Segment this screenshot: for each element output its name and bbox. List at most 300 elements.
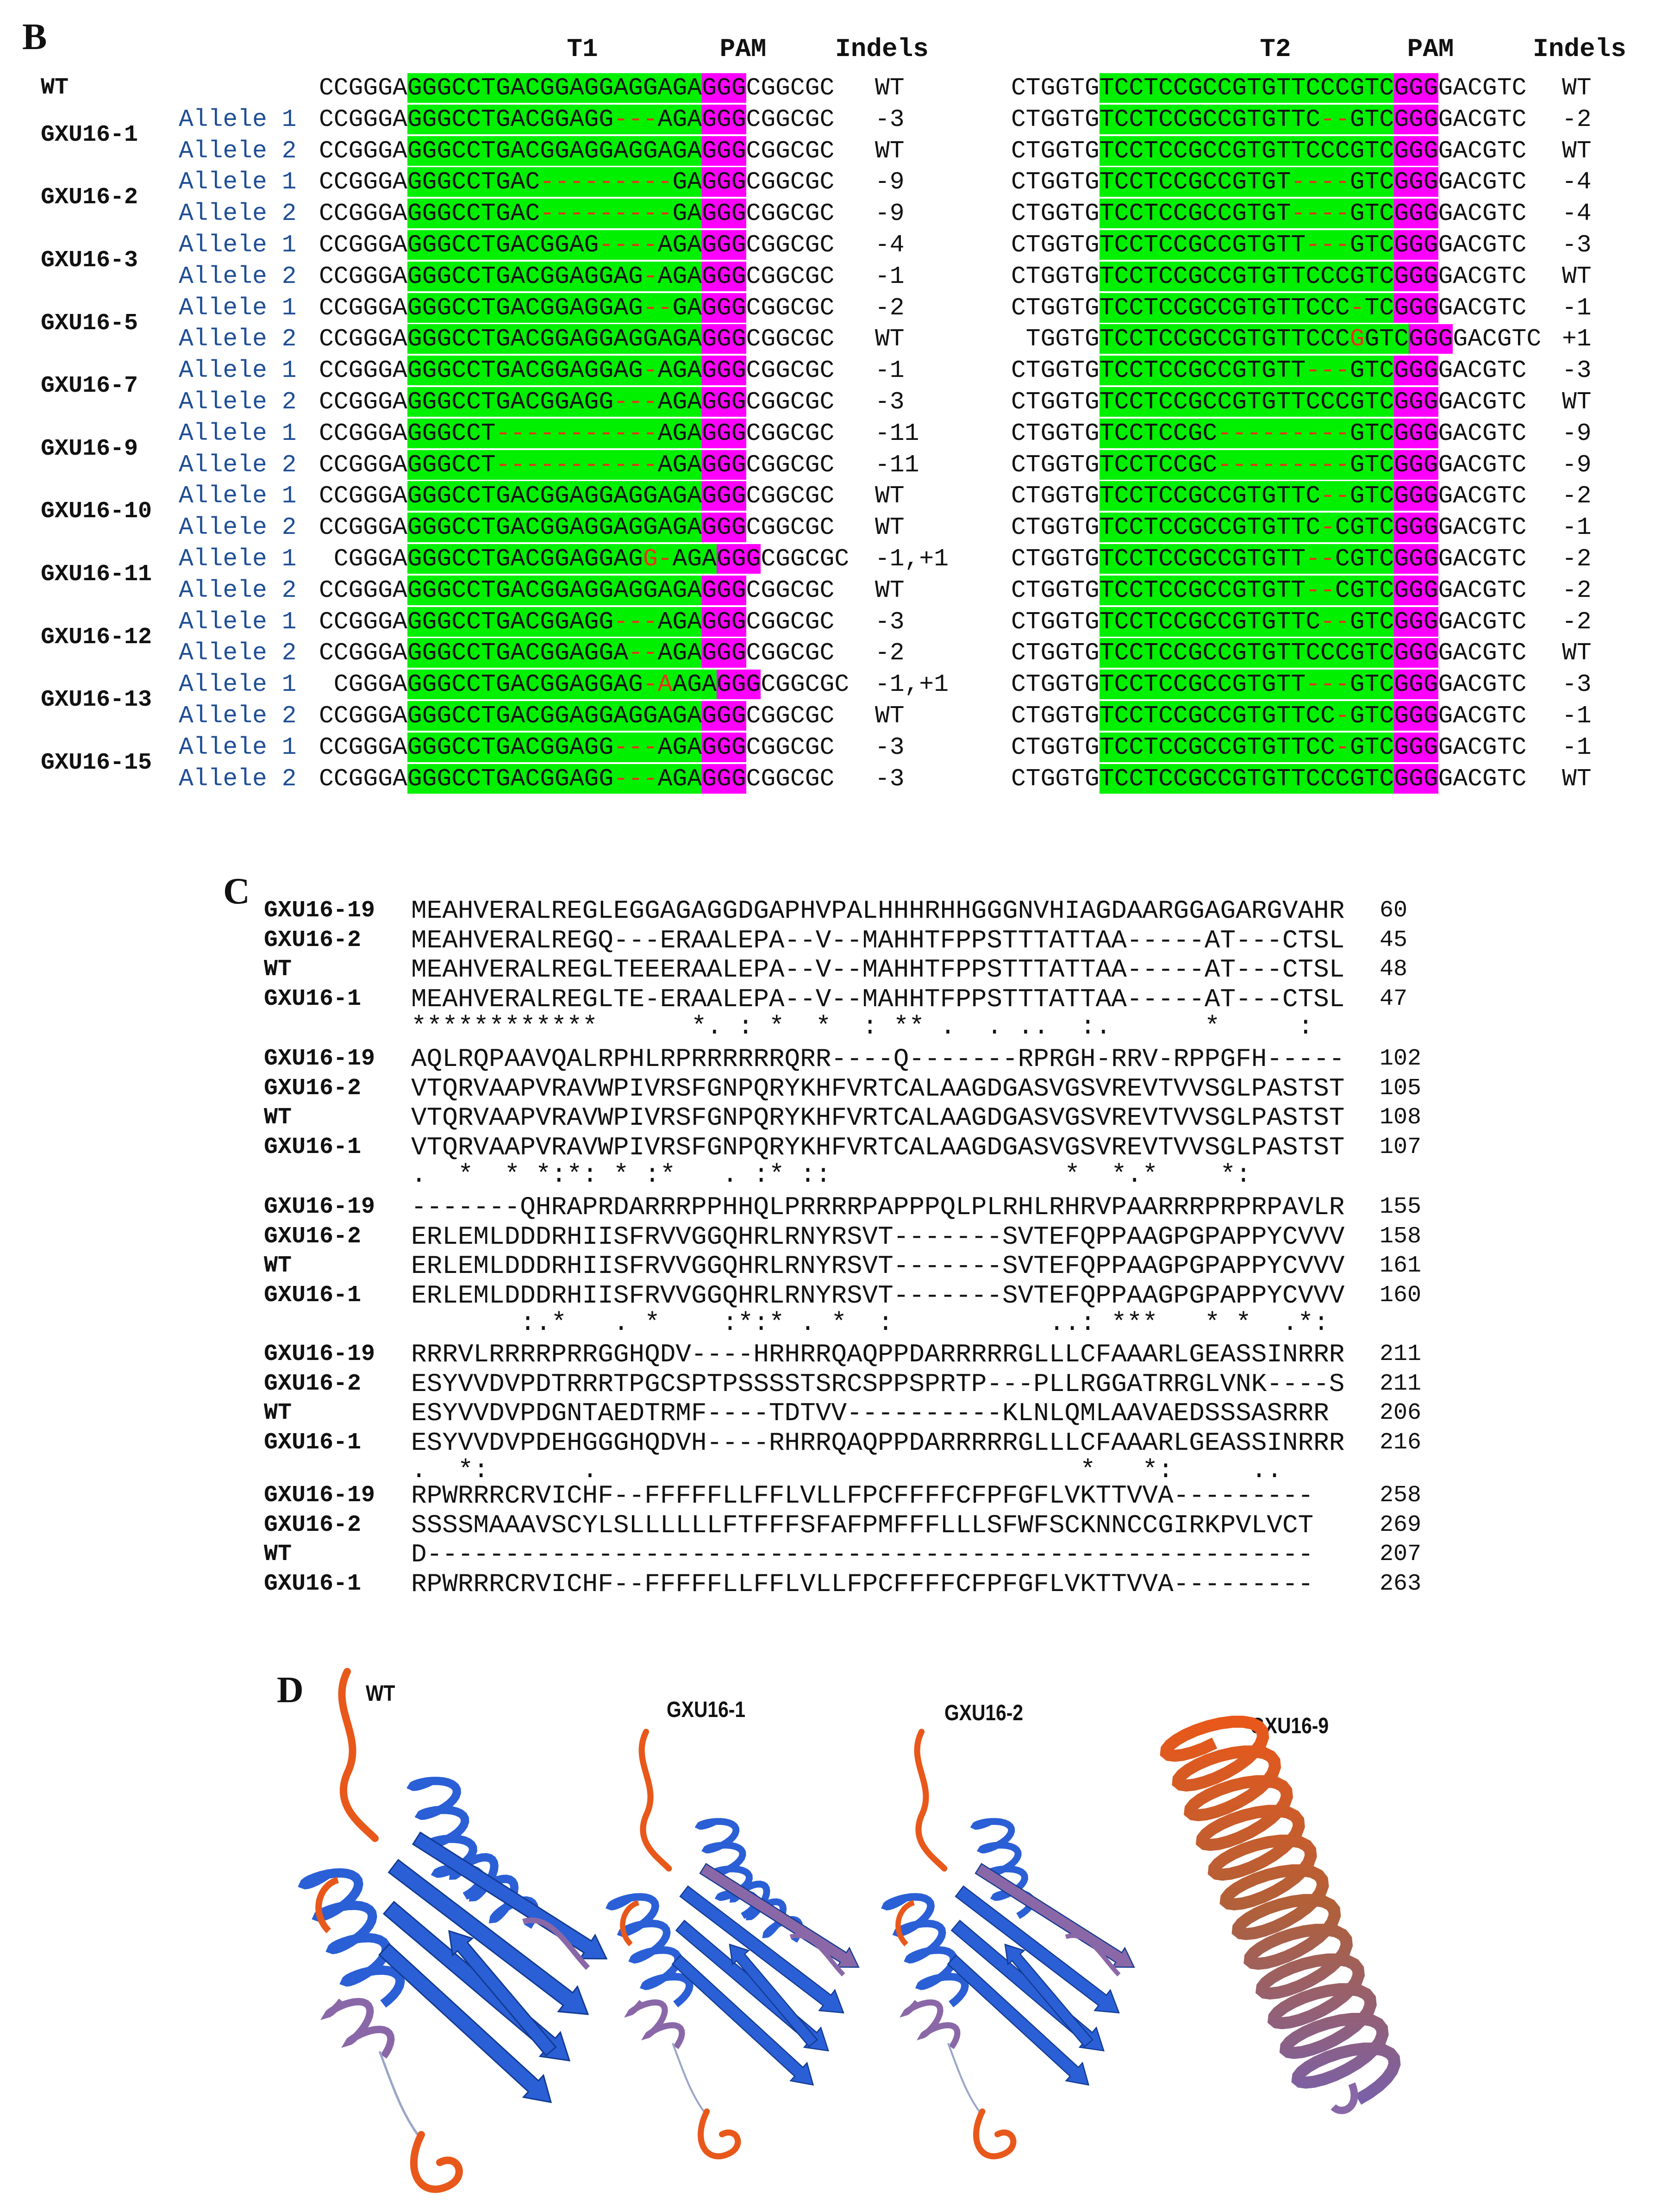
base: G [422,670,437,699]
base: C [1129,545,1144,573]
base: C [1129,325,1144,353]
indel-value: WT [875,576,905,604]
base: G [1261,388,1276,416]
base: C [1158,514,1173,542]
base: C [1202,137,1218,165]
base: G [407,137,422,165]
sequence [1011,670,1526,699]
base: G [1261,514,1276,542]
flank-5prime: CTGGTG [1011,576,1100,604]
base: G [437,639,452,667]
base: G [1187,419,1203,447]
base: G [1187,137,1203,165]
base: G [437,231,452,259]
target-site [1100,701,1394,731]
base: A [613,137,629,165]
residue-count: 258 [1380,1482,1422,1509]
base: C [466,231,481,259]
base: G [407,451,422,479]
pam-site: GGG [702,733,746,761]
sequence [1011,764,1526,794]
base: A [510,200,525,228]
base: A [687,419,702,447]
base: G [628,357,643,385]
sequence [1011,230,1526,260]
deleted-base: - [643,670,658,699]
base: G [672,231,687,259]
base: G [407,608,422,636]
target-site [407,764,702,794]
base: T [1143,137,1159,165]
base: C [1114,357,1129,385]
residue-count: 161 [1380,1253,1422,1279]
base: G [437,608,452,636]
base: A [687,74,702,102]
base: G [1187,74,1203,102]
base: T [1246,576,1262,604]
base: A [569,670,584,699]
base: C [466,670,481,699]
sequence-name: WT [264,1541,292,1567]
deleted-base: - [613,388,629,416]
base: G [1187,262,1203,290]
pam-site: GGG [702,294,746,322]
base: G [1232,105,1247,133]
base: G [1261,639,1276,667]
sequence [319,73,834,103]
base: C [1129,388,1144,416]
sample-name: GXU16-10 [41,498,152,525]
sample-name: GXU16-7 [41,373,138,400]
base: C [1114,105,1129,133]
base: C [1114,294,1129,322]
base: A [569,294,584,322]
base: T [481,451,496,479]
deleted-base: - [1335,105,1350,133]
structure-gxu16-2 [886,1732,1134,2156]
base: T [481,576,496,604]
base: G [437,419,452,447]
base: T [1246,294,1262,322]
base: G [584,388,599,416]
deleted-base: - [1291,200,1306,228]
pam-site: GGG [1394,388,1438,416]
base: G [540,357,555,385]
indel-value: -3 [1562,231,1592,259]
base: C [451,576,467,604]
base: C [1129,639,1144,667]
flank-5prime: CCGGGA [319,137,407,165]
pam-site: GGG [716,670,761,699]
pam-site: GGG [1394,419,1438,447]
base: C [1202,231,1218,259]
base: C [1173,733,1188,761]
base: C [1158,357,1173,385]
protein-sequence: MEAHVERALREGLEGGAGAGGDGAPHVPALHHHRHHGGGNVHIAGDAARGGAGARGVAHR [411,896,1345,926]
base: G [1187,388,1203,416]
allele-label: Allele 2 [179,137,297,165]
indel-value: -2 [1562,482,1592,510]
residue-count: 47 [1380,985,1408,1012]
base: C [1320,262,1335,290]
base: G [1349,702,1365,730]
base: C [1320,733,1335,761]
base: G [584,262,599,290]
pam-site: GGG [1394,168,1438,196]
target-site [407,356,702,385]
residue-count: 211 [1380,1370,1422,1397]
base: C [451,231,467,259]
base: A [687,514,702,542]
sample-name: GXU16-12 [41,624,152,651]
deleted-base: - [584,451,599,479]
loop-region [342,1672,375,1838]
base: T [1276,294,1291,322]
base: A [657,608,673,636]
base: G [1187,576,1203,604]
pam-site: GGG [716,545,761,573]
deleted-base: - [613,168,629,196]
base: A [657,231,673,259]
base: G [1261,137,1276,165]
base: G [407,419,422,447]
base: A [687,231,702,259]
base: C [1379,639,1394,667]
deleted-base: - [569,200,584,228]
base: T [1143,200,1159,228]
base: T [1291,388,1306,416]
base: T [1246,168,1262,196]
deleted-base: - [1335,231,1350,259]
base: C [525,514,540,542]
base: G [422,168,437,196]
base: C [1173,608,1188,636]
flank-5prime: CTGGTG [1011,545,1100,573]
base: T [1291,702,1306,730]
deleted-base: - [540,168,555,196]
pam-site: GGG [702,200,746,228]
sequence [1011,576,1526,605]
residue-count: 206 [1380,1400,1422,1426]
base: A [657,451,673,479]
base: T [1364,357,1380,385]
base: T [1099,74,1114,102]
base: G [422,137,437,165]
base: G [1261,357,1276,385]
base: G [599,764,614,793]
base: C [1320,388,1335,416]
pam-site: GGG [1394,545,1438,573]
target-site [1100,387,1394,417]
base: C [1158,576,1173,604]
base: T [1364,451,1380,479]
base: G [437,388,452,416]
base: T [1276,670,1291,699]
target-site [1100,576,1394,605]
base: G [1261,294,1276,322]
base: C [1114,388,1129,416]
base: G [422,576,437,604]
pam-site: GGG [1394,294,1438,322]
flank-3prime: CGGCGC [746,733,835,761]
indel-value: WT [875,482,905,510]
indel-value: -9 [875,168,905,196]
base: G [584,137,599,165]
base: A [672,545,687,573]
target-site [407,481,702,511]
pam-site: GGG [1394,74,1438,102]
deleted-base: - [1306,200,1321,228]
residue-count: 216 [1380,1429,1422,1456]
base: C [1335,137,1350,165]
deleted-base: - [628,764,643,793]
base: C [1129,670,1144,699]
flank-5prime: CTGGTG [1011,294,1100,322]
deleted-base: - [554,200,569,228]
base: C [1217,357,1232,385]
base: C [1217,262,1232,290]
base: A [613,325,629,353]
sequence [319,450,834,480]
base: T [1099,137,1114,165]
sequence [1011,544,1526,574]
base: G [599,74,614,102]
base: G [672,74,687,102]
base: G [643,576,658,604]
base: G [672,764,687,793]
flank-3prime: CGGCGC [746,388,835,416]
base: C [1129,294,1144,322]
target-site [1100,262,1394,291]
base: C [451,702,467,730]
base: T [1099,451,1114,479]
residue-count: 158 [1380,1223,1422,1250]
indel-value: -1 [1562,733,1592,761]
allele-label: Allele 1 [179,733,297,761]
base: C [1129,137,1144,165]
base: A [510,294,525,322]
base: C [1114,608,1129,636]
base: G [672,294,687,322]
base: T [1291,764,1306,793]
indel-value: -3 [1562,357,1592,385]
flank-5prime: CCGGGA [319,357,407,385]
base: G [584,608,599,636]
base: G [437,325,452,353]
base: G [540,388,555,416]
base: G [1187,325,1203,353]
target-site [1100,419,1394,448]
inserted-base: A [657,670,673,699]
base: C [1129,733,1144,761]
sequence [319,167,834,197]
base: G [599,105,614,133]
base: A [510,262,525,290]
base: T [481,388,496,416]
sequence-name: WT [264,1253,292,1279]
base: C [1158,74,1173,102]
sample-name-wt: WT [41,75,69,101]
deleted-base: - [1320,105,1335,133]
indel-value: -2 [1562,105,1592,133]
base: G [495,262,511,290]
base: C [451,764,467,793]
base: T [1143,294,1159,322]
base: T [1099,357,1114,385]
base: T [1364,608,1380,636]
sequence [1011,136,1526,166]
base: A [687,482,702,510]
base: A [510,608,525,636]
base: G [628,545,643,573]
deleted-base: - [495,451,511,479]
base: C [1158,168,1173,196]
allele-label: Allele 1 [179,294,297,322]
base: T [1099,231,1114,259]
base: G [599,670,614,699]
base: G [628,670,643,699]
sequence [319,733,834,762]
flank-3prime: CGGCGC [746,576,835,604]
base: T [1364,670,1380,699]
base: T [1099,733,1114,761]
base: G [1349,200,1365,228]
base: G [1232,576,1247,604]
base: G [1261,576,1276,604]
base: G [584,639,599,667]
base: T [1099,514,1114,542]
base: T [1099,482,1114,510]
base: T [1364,514,1380,542]
indel-value: WT [875,514,905,542]
sequence [319,199,834,228]
alpha-helix [304,1873,400,2004]
base: T [1276,262,1291,290]
base: G [495,576,511,604]
base: C [1335,639,1350,667]
base: G [554,357,569,385]
flank-3prime: GACGTC [1438,74,1527,102]
base: C [1335,514,1350,542]
base: C [451,200,467,228]
base: A [613,545,629,573]
base: G [599,576,614,604]
flank-3prime: CGGCGC [746,482,835,510]
deleted-base: - [1320,231,1335,259]
base: C [1379,419,1394,447]
base: C [1335,764,1350,793]
pam-site: GGG [1394,639,1438,667]
base: C [1202,670,1218,699]
deleted-base: - [1320,576,1335,604]
base: T [1276,200,1291,228]
base: G [540,702,555,730]
base: G [495,168,511,196]
base: A [687,388,702,416]
base: G [584,294,599,322]
base: A [657,576,673,604]
base: C [1158,105,1173,133]
flank-5prime: CGGGA [333,545,407,573]
deleted-base: - [643,231,658,259]
indel-value: -11 [875,451,919,479]
sample-name: GXU16-3 [41,247,138,274]
pam-site: GGG [702,388,746,416]
flank-5prime: CTGGTG [1011,733,1100,761]
base: G [1232,325,1247,353]
flank-3prime: GACGTC [1438,388,1527,416]
base: T [1276,388,1291,416]
base: C [1173,168,1188,196]
base: G [1232,545,1247,573]
flank-3prime: CGGCGC [746,419,835,447]
deleted-base: - [613,419,629,447]
base: G [599,639,614,667]
base: G [1261,262,1276,290]
base: C [1217,325,1232,353]
base: G [643,325,658,353]
flank-3prime: GACGTC [1438,168,1527,196]
base: G [1349,105,1365,133]
sequence [319,576,834,605]
base: A [613,576,629,604]
deleted-base: - [584,168,599,196]
target-site [1100,230,1394,260]
base: G [1187,733,1203,761]
flank-3prime: GACGTC [1438,419,1527,447]
sequence-name: GXU16-1 [264,1570,362,1597]
pam-site: GGG [702,105,746,133]
base: G [672,262,687,290]
protein-sequence: D--------------------------------------------------------- [411,1540,1314,1569]
sample-name: GXU16-5 [41,310,138,337]
target-site [407,419,702,448]
indel-value: -1 [1562,514,1592,542]
flank-3prime: CGGCGC [746,200,835,228]
base: C [1129,482,1144,510]
base: C [451,545,467,573]
sequence [1011,293,1526,323]
base: C [1379,764,1394,793]
base: A [657,105,673,133]
base: A [569,514,584,542]
base: C [1114,514,1129,542]
residue-count: 263 [1380,1570,1422,1597]
base: A [510,639,525,667]
sequence [319,105,834,134]
base: T [1291,733,1306,761]
base: G [437,168,452,196]
base: T [481,294,496,322]
base: C [451,670,467,699]
base: A [510,105,525,133]
base: G [1187,482,1203,510]
target-site [407,513,702,542]
flank-3prime: CGGCGC [746,74,835,102]
base: C [1379,200,1394,228]
base: G [1349,545,1365,573]
base: C [1173,262,1188,290]
pam-site: GGG [1394,451,1438,479]
allele-label: Allele 1 [179,105,297,133]
base: C [1306,514,1321,542]
deleted-base: - [1306,231,1321,259]
deleted-base: - [1306,545,1321,573]
base: G [495,764,511,793]
deleted-base: - [1320,514,1335,542]
base: G [437,702,452,730]
base: T [1143,733,1159,761]
